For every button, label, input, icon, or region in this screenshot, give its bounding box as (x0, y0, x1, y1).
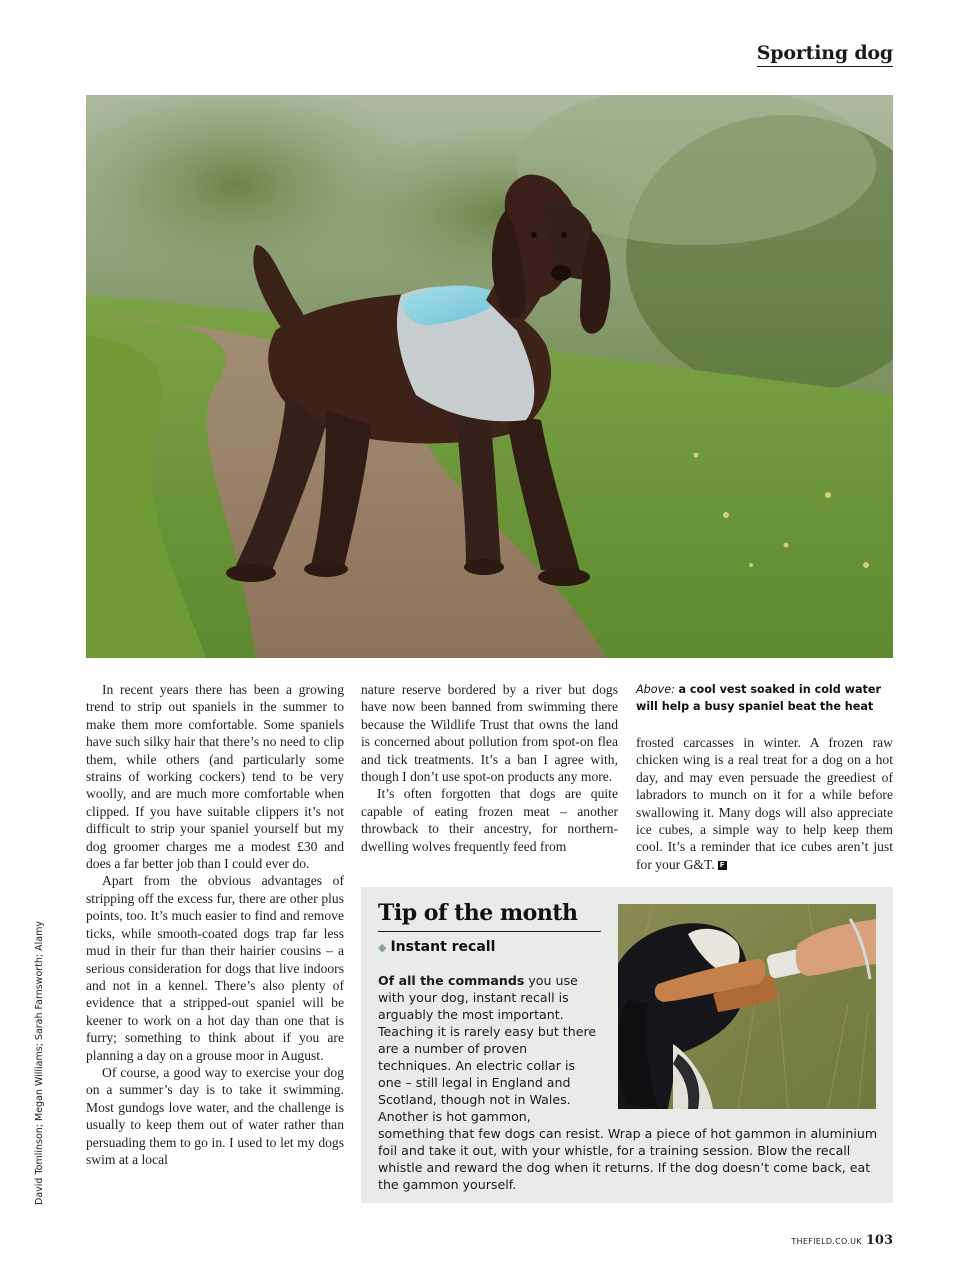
tip-of-the-month-box (361, 887, 893, 1203)
tip-para1-text: you use with your dog, instant recall is arguably the most important. Teaching it is rarely easy but there are a number of proven techniques. An electric collar is one – still legal in England and Scotland, though not in Wales. Another is hot gammon, (378, 973, 597, 1124)
article-paragraph-text: frosted carcasses in winter. A frozen raw chicken wing is a real treat for a dog on a hot day, and may even persuade the greediest of labradors to munch on it for a while before swallowing it. Many dogs will also appreciate ice cubes, a simple way to help keep them cool. It’s a reminder that ice cubes aren’t just for your G&T. (636, 735, 893, 872)
hero-photo (86, 95, 893, 658)
tip-paragraph-1 (378, 972, 598, 1125)
article-paragraph (636, 734, 893, 873)
tip-title: Tip of the month (378, 900, 601, 932)
article-column-3 (636, 734, 893, 873)
section-title: Sporting dog (757, 42, 893, 67)
tip-body (378, 972, 878, 1193)
article-paragraph: Of course, a good way to exercise your dog on a summer’s day is to take it swimming. Most gundogs love water, and the challenge is usually to keep them out of water rather than persuading them to go in. I used to let my dogs swim at a local (86, 1064, 344, 1167)
article-paragraph: In recent years there has been a growing trend to strip out spaniels in the summer to make them more comfortable. Some spaniels have such silky hair that there’s no need to clip them, while others (and particularly some strains of working cockers) tend to be very woolly, and are much more comfortable when clipped. If you have suitable clippers it’s not difficult to strip your spaniel yourself but my dog groomer charges me a modest £30 and does a far better job than I could ever do. (86, 682, 344, 872)
page-number: 103 (865, 1233, 893, 1248)
article-column-1 (86, 681, 344, 1168)
photo-caption (636, 682, 893, 715)
end-mark-icon: F (718, 861, 727, 870)
article-column-2 (361, 681, 618, 855)
tip-lead: Of all the commands (378, 973, 525, 988)
tip-paragraph-2: something that few dogs can resist. Wrap a piece of hot gammon in aluminium foil and take it out, with your whistle, for a training session. Blow the recall whistle and reward the dog when it returns. If the dog doesn’t come back, eat the gammon yourself. (378, 1126, 878, 1192)
spaniel-illustration (86, 95, 893, 658)
site-url: THEFIELD.CO.UK (791, 1237, 862, 1246)
article-paragraph: nature reserve bordered by a river but dogs have now been banned from swimming there because the Wildlife Trust that owns the land is concerned about pollution from spot-on flea and tick treatments. It’s a ban I agree with, though I don’t use spot-on products any more. (361, 682, 618, 785)
diamond-bullet-icon: ◆ (378, 941, 387, 954)
tip-subtitle (378, 939, 495, 955)
photo-credits: David Tomlinson; Megan Williams; Sarah Farnsworth; Alamy (34, 921, 45, 1205)
article-paragraph: It’s often forgotten that dogs are quite capable of eating frozen meat – another throwback to their ancestry, for northern-dwelling wolves frequently feed from (361, 786, 618, 854)
tip-subtitle-text: Instant recall (390, 939, 496, 955)
article-paragraph: Apart from the obvious advantages of stripping off the excess fur, there are other plus points, too. It’s much easier to find and remove ticks, while smooth-coated dogs trap far less mud in their fur than their hairier cousins – a serious consideration for dogs that live indoors and not in a kennel. There’s also plenty of evidence that a stripped-out spaniel will be keener to work on a hot day than one that is furry; something to think about if you are planning a day on a grouse moor in August. (86, 873, 344, 1063)
caption-text: a cool vest soaked in cold water will help a busy spaniel beat the heat (636, 683, 882, 713)
page-footer (791, 1233, 893, 1248)
caption-lead: Above: (636, 683, 675, 696)
